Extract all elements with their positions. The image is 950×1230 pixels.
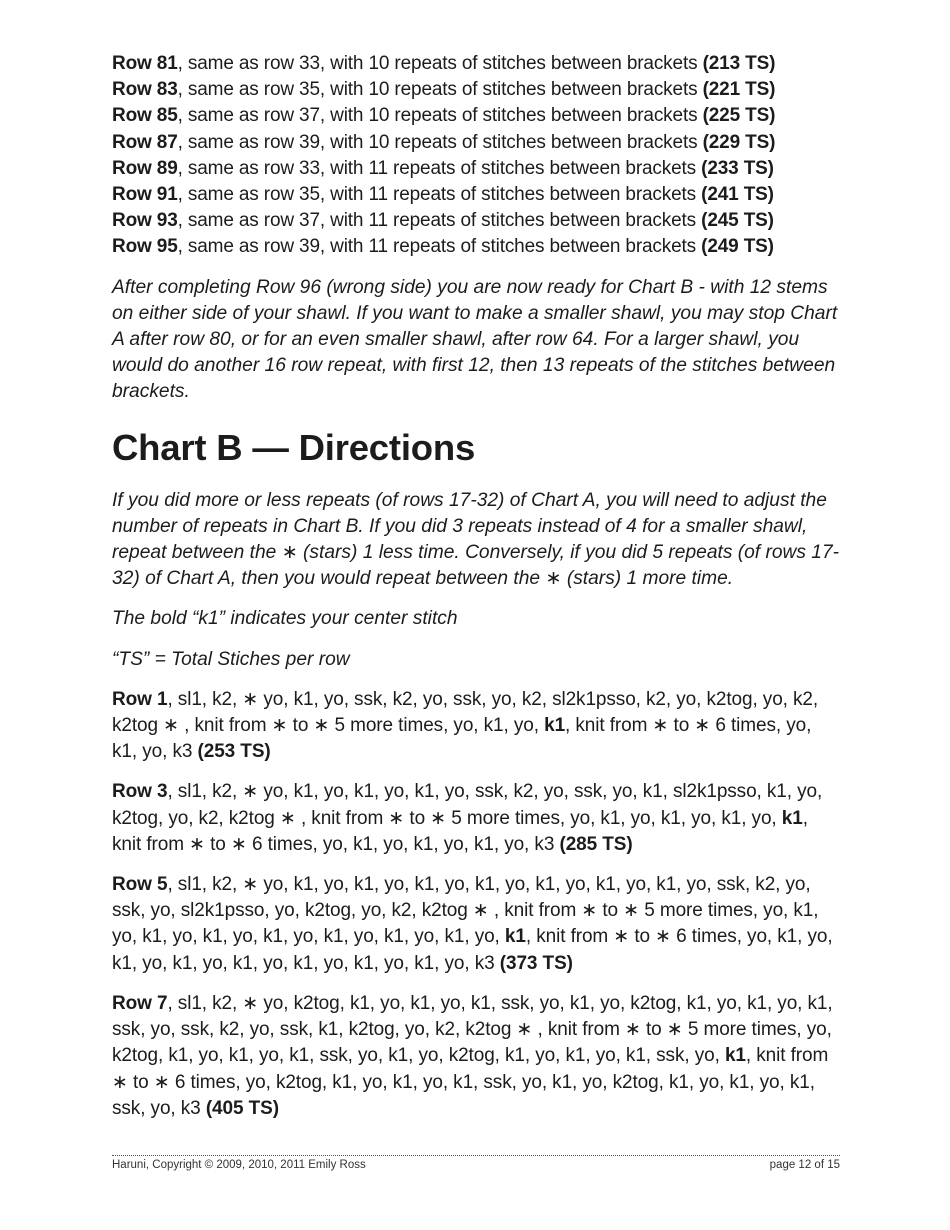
total-stitches: (285 TS) <box>559 833 633 855</box>
repeat-row: Row 83, same as row 35, with 10 repeats of stitches between brackets (221 TS) <box>112 79 776 101</box>
row-7-instructions: Row 7, sl1, k2, ∗ yo, k2tog, k1, yo, k1, yo, k1, ssk, yo, k1, yo, k2tog, k1, yo, k1, yo, k1, ssk, yo, ssk, k2, yo, ssk, k1, k2tog, yo, k2, k2tog ∗ , knit from ∗ to ∗ 5 more times, yo, k2tog, k1, yo, k1, yo, k1, ssk, yo, k1, yo, k2tog, k1, yo, k1, yo, k1, ssk, yo, k1, knit from ∗ to ∗ 6 times, yo, k2tog, k1, yo, k1, yo, k1, ssk, yo, k1, yo, k2tog, k1, yo, k1, yo, k1, ssk, yo, k3 (405 TS) <box>112 992 833 1119</box>
repeat-row: Row 89, same as row 33, with 11 repeats of stitches between brackets (233 TS) <box>112 157 774 179</box>
after-note: After completing Row 96 (wrong side) you are now ready for Chart B - with 12 stems on either side of your shawl. If you want to make a smaller shawl, you may stop Chart A after row 80, or for an even smaller shawl, after row 64. For a larger shawl, you would do another 16 row repeat, with first 12, then 13 repeats of the stitches between brackets. <box>112 276 838 403</box>
intro-note: If you did more or less repeats (of rows 17-32) of Chart A, you will need to adjust the number of repeats in Chart B. If you did 3 repeats instead of 4 for a smaller shawl, repeat between the ∗ (stars) 1 less time. Conversely, if you did 5 repeats (of rows 17-32) of Chart A, then you would repeat between the ∗ (stars) 1 more time. <box>112 489 840 590</box>
center-stitch: k1 <box>504 926 526 948</box>
section-heading: Chart B — Directions <box>112 426 476 468</box>
total-stitches: (405 TS) <box>205 1097 279 1119</box>
repeat-row: Row 93, same as row 37, with 11 repeats of stitches between brackets (245 TS) <box>112 210 774 232</box>
copyright-text: Haruni, Copyright © 2009, 2010, 2011 Emily Ross <box>112 1159 366 1171</box>
repeat-row: Row 95, same as row 39, with 11 repeats of stitches between brackets (249 TS) <box>112 236 774 258</box>
total-stitches: (373 TS) <box>499 952 573 974</box>
row-5-instructions: Row 5, sl1, k2, ∗ yo, k1, yo, k1, yo, k1, yo, k1, yo, k1, yo, k1, yo, k1, yo, ssk, k2, yo, ssk, yo, sl2k1psso, yo, k2tog, yo, k2, k2tog ∗ , knit from ∗ to ∗ 5 more times, yo, k1, yo, k1, yo, k1, yo, k1, yo, k1, yo, k1, yo, k1, yo, k1, knit from ∗ to ∗ 6 times, yo, k1, yo, k1, yo, k1, yo, k1, yo, k1, yo, k1, yo, k1, yo, k3 (373 TS) <box>112 874 833 974</box>
repeat-rows <box>112 51 840 261</box>
repeat-row: Row 91, same as row 35, with 11 repeats of stitches between brackets (241 TS) <box>112 184 774 206</box>
repeat-row: Row 87, same as row 39, with 10 repeats of stitches between brackets (229 TS) <box>112 131 776 153</box>
row-3-instructions: Row 3, sl1, k2, ∗ yo, k1, yo, k1, yo, k1, yo, ssk, k2, yo, ssk, yo, k1, sl2k1psso, k1, yo, k2tog, yo, k2, k2tog ∗ , knit from ∗ to ∗ 5 more times, yo, k1, yo, k1, yo, k1, yo, k1, knit from ∗ to ∗ 6 times, yo, k1, yo, k1, yo, k1, yo, k3 (285 TS) <box>112 781 823 855</box>
center-stitch: k1 <box>544 715 566 737</box>
page-footer <box>112 1155 840 1171</box>
page-number: page 12 of 15 <box>769 1159 840 1171</box>
total-stitches: (253 TS) <box>197 741 271 763</box>
repeat-row: Row 85, same as row 37, with 10 repeats of stitches between brackets (225 TS) <box>112 105 776 127</box>
center-stitch: k1 <box>781 807 803 829</box>
center-stitch: k1 <box>724 1045 746 1067</box>
row-1-instructions: Row 1, sl1, k2, ∗ yo, k1, yo, ssk, k2, yo, ssk, yo, k2, sl2k1psso, k2, yo, k2tog, yo, k2, k2tog ∗ , knit from ∗ to ∗ 5 more times, yo, k1, yo, k1, knit from ∗ to ∗ 6 times, yo, k1, yo, k3 (253 TS) <box>112 688 819 763</box>
center-stitch-note: The bold “k1” indicates your center stitch <box>112 608 458 630</box>
repeat-row: Row 81, same as row 33, with 10 repeats of stitches between brackets (213 TS) <box>112 53 776 74</box>
page-content <box>112 51 840 1122</box>
ts-note: “TS” = Total Stiches per row <box>112 648 350 670</box>
